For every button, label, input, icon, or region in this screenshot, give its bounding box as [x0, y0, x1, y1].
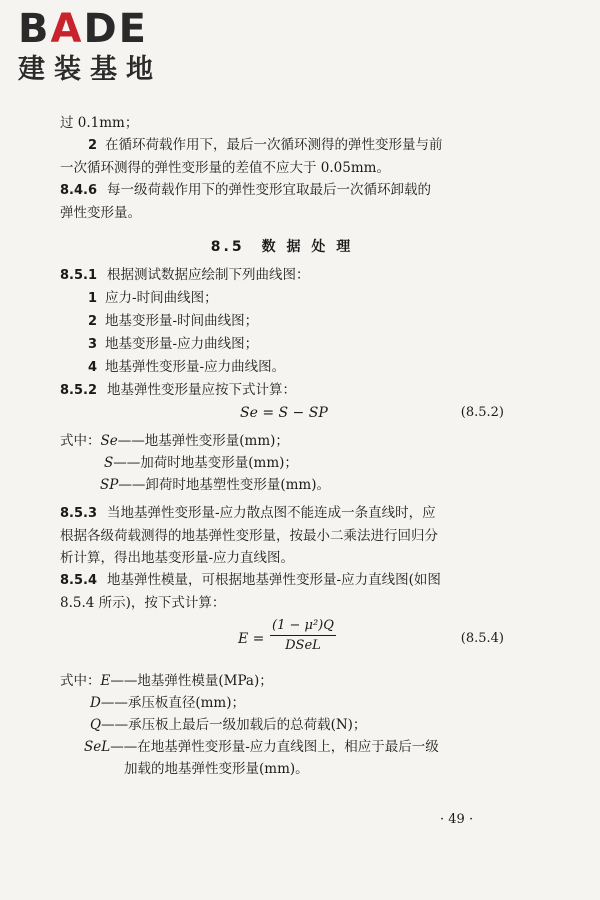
list-item: 2 地基变形量-时间曲线图；	[88, 313, 259, 329]
fraction	[270, 618, 336, 653]
clause-8-4-6: 8.4.6 每一级荷载作用下的弹性变形宜取最后一次循环卸载的	[60, 182, 432, 198]
clause-8-5-1: 8.5.1 根据测试数据应绘制下列曲线图：	[60, 267, 310, 283]
clause-8-5-2: 8.5.2 地基弹性变形量应按下式计算：	[60, 382, 297, 398]
formula-8-5-4	[60, 618, 504, 666]
logo-subtitle: 建装基地	[18, 54, 162, 85]
formula-8-5-2	[60, 402, 504, 430]
where-item: 式中：E——地基弹性模量(MPa)；	[60, 673, 273, 689]
text-line: 根据各级荷载测得的地基弹性变形量，按最小二乘法进行回归分	[60, 528, 438, 544]
logo-wordmark: BADE	[18, 6, 148, 52]
where-item: S——加荷时地基变形量(mm)；	[104, 455, 298, 471]
text-line: 析计算，得出地基变形量-应力直线图。	[60, 550, 295, 566]
document-page	[60, 112, 504, 780]
section-heading: 8.5 数 据 处 理	[210, 239, 354, 255]
text-line: 弹性变形量。	[60, 205, 141, 221]
list-item: 1 应力-时间曲线图；	[88, 290, 218, 306]
denominator: DSeL	[285, 638, 321, 653]
where-item: 式中：Se——地基弹性变形量(mm)；	[60, 433, 289, 449]
page-number: · 49 ·	[440, 812, 474, 827]
where-item: SP——卸荷时地基塑性变形量(mm)。	[100, 477, 330, 493]
formula-lhs: E =	[238, 631, 265, 647]
text-line: 一次循环测得的弹性变形量的差值不应大于 0.05mm。	[60, 160, 390, 176]
formula-number: (8.5.2)	[460, 405, 504, 420]
formula-expression: Se = S − SP	[240, 405, 328, 421]
formula-number: (8.5.4)	[460, 631, 504, 646]
where-item-continuation: 加载的地基弹性变形量(mm)。	[124, 761, 309, 777]
numerator: (1 − μ²)Q	[270, 618, 336, 636]
list-item: 4 地基弹性变形量-应力曲线图。	[88, 359, 286, 375]
list-item: 3 地基变形量-应力曲线图；	[88, 336, 259, 352]
brand-logo	[18, 8, 188, 86]
where-item: SeL——在地基弹性变形量-应力直线图上，相应于最后一级	[84, 739, 439, 755]
clause-8-5-4: 8.5.4 地基弹性模量，可根据地基弹性变形量-应力直线图(如图	[60, 572, 441, 588]
where-item: Q——承压板上最后一级加载后的总荷载(N)；	[90, 717, 367, 733]
text-line: 8.5.4 所示)，按下式计算：	[60, 595, 226, 611]
clause-8-5-3: 8.5.3 当地基弹性变形量-应力散点图不能连成一条直线时，应	[60, 505, 436, 521]
text-line: 过 0.1mm；	[60, 115, 139, 131]
where-item: D——承压板直径(mm)；	[90, 695, 245, 711]
list-item: 2 在循环荷载作用下，最后一次循环测得的弹性变形量与前	[88, 137, 443, 153]
